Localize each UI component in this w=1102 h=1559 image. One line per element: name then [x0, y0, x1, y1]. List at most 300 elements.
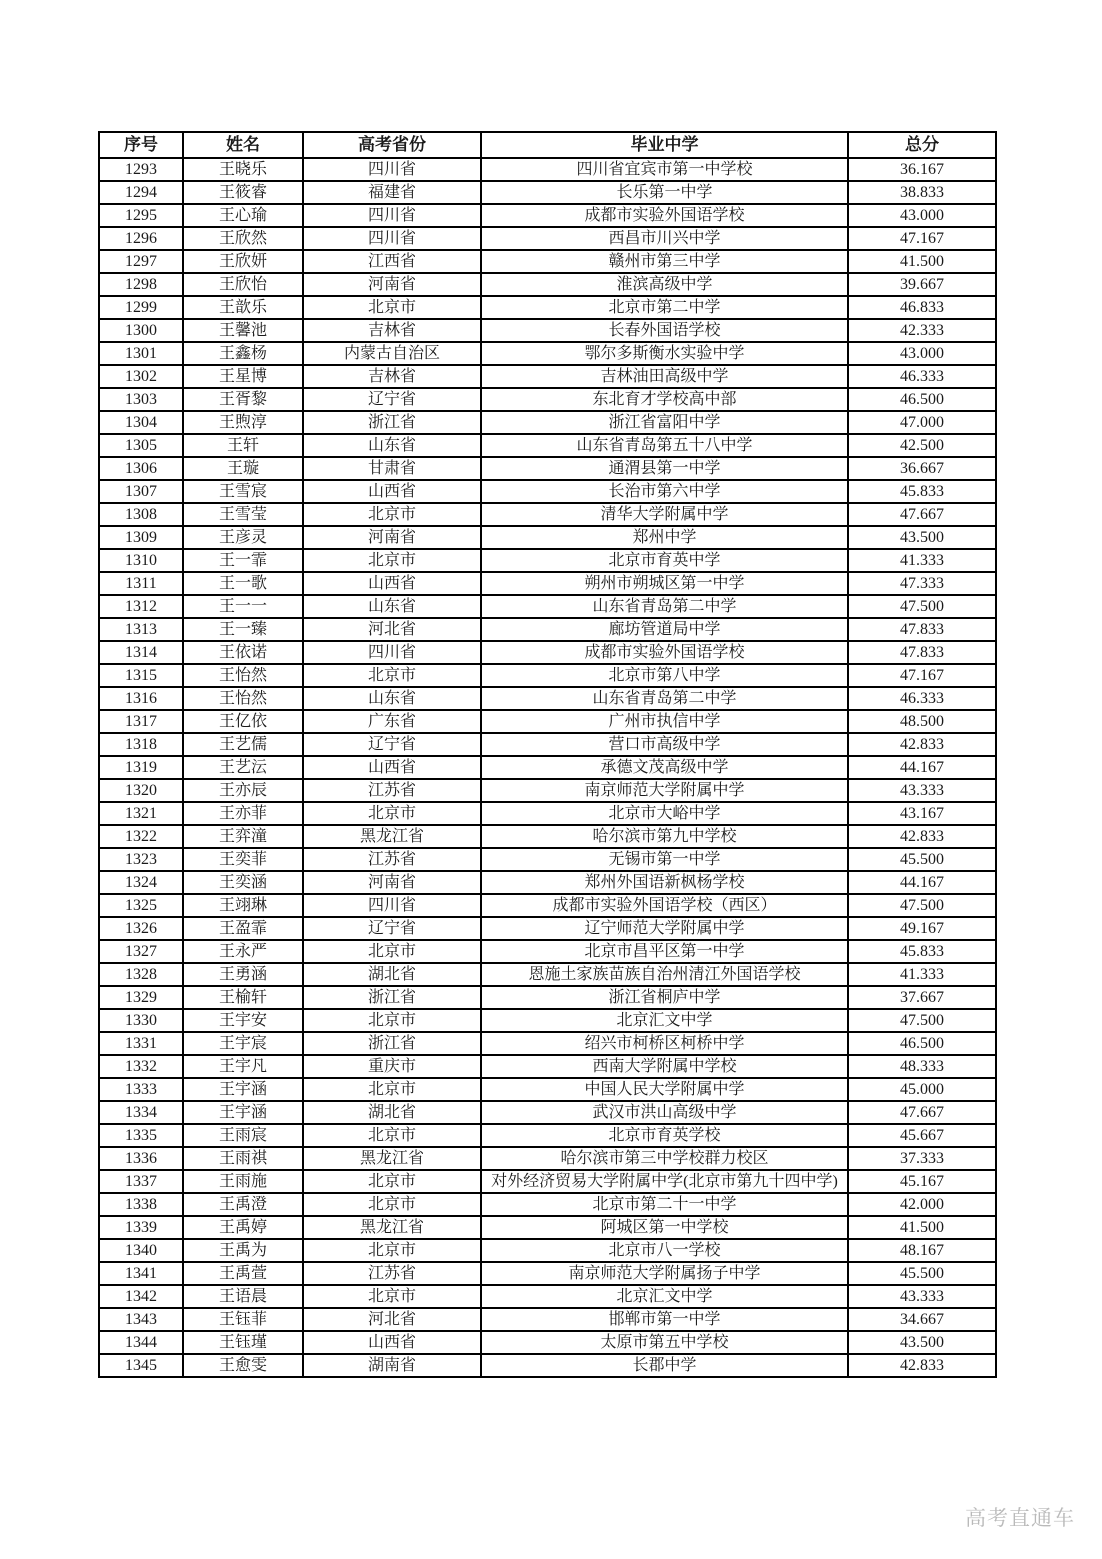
cell-province: 浙江省	[303, 986, 481, 1009]
cell-school: 淮滨高级中学	[481, 273, 848, 296]
cell-score: 43.333	[848, 779, 996, 802]
cell-school: 吉林油田高级中学	[481, 365, 848, 388]
cell-score: 47.667	[848, 503, 996, 526]
cell-name: 王璇	[183, 457, 303, 480]
cell-school: 哈尔滨市第九中学校	[481, 825, 848, 848]
cell-serial: 1311	[99, 572, 183, 595]
cell-score: 34.667	[848, 1308, 996, 1331]
table-row	[99, 595, 996, 618]
cell-school: 北京市第二十一中学	[481, 1193, 848, 1216]
cell-school: 山东省青岛第二中学	[481, 687, 848, 710]
cell-serial: 1298	[99, 273, 183, 296]
cell-province: 重庆市	[303, 1055, 481, 1078]
cell-school: 山东省青岛第五十八中学	[481, 434, 848, 457]
cell-school: 四川省宜宾市第一中学校	[481, 158, 848, 181]
cell-serial: 1322	[99, 825, 183, 848]
cell-school: 成都市实验外国语学校	[481, 641, 848, 664]
cell-province: 北京市	[303, 503, 481, 526]
cell-name: 王雨宸	[183, 1124, 303, 1147]
cell-province: 山东省	[303, 595, 481, 618]
cell-name: 王语晨	[183, 1285, 303, 1308]
cell-score: 46.500	[848, 388, 996, 411]
cell-score: 47.167	[848, 227, 996, 250]
cell-name: 王彦灵	[183, 526, 303, 549]
cell-school: 哈尔滨市第三中学校群力校区	[481, 1147, 848, 1170]
table-row	[99, 871, 996, 894]
cell-serial: 1297	[99, 250, 183, 273]
cell-score: 49.167	[848, 917, 996, 940]
cell-province: 广东省	[303, 710, 481, 733]
table-row	[99, 181, 996, 204]
cell-province: 山西省	[303, 480, 481, 503]
cell-province: 河南省	[303, 273, 481, 296]
cell-school: 浙江省富阳中学	[481, 411, 848, 434]
table-row	[99, 411, 996, 434]
cell-province: 黑龙江省	[303, 1216, 481, 1239]
table-row	[99, 963, 996, 986]
table-row	[99, 848, 996, 871]
cell-serial: 1314	[99, 641, 183, 664]
cell-name: 王雨施	[183, 1170, 303, 1193]
cell-province: 山西省	[303, 1331, 481, 1354]
table-row	[99, 825, 996, 848]
cell-serial: 1302	[99, 365, 183, 388]
cell-province: 黑龙江省	[303, 1147, 481, 1170]
header-row	[99, 132, 996, 158]
table-row	[99, 457, 996, 480]
cell-school: 西昌市川兴中学	[481, 227, 848, 250]
cell-province: 河南省	[303, 526, 481, 549]
cell-province: 四川省	[303, 641, 481, 664]
cell-name: 王欣然	[183, 227, 303, 250]
cell-serial: 1310	[99, 549, 183, 572]
cell-serial: 1308	[99, 503, 183, 526]
cell-score: 43.000	[848, 204, 996, 227]
cell-serial: 1336	[99, 1147, 183, 1170]
table-row	[99, 894, 996, 917]
cell-name: 王雨祺	[183, 1147, 303, 1170]
cell-score: 47.500	[848, 595, 996, 618]
cell-score: 39.667	[848, 273, 996, 296]
cell-school: 北京市育英学校	[481, 1124, 848, 1147]
cell-school: 对外经济贸易大学附属中学(北京市第九十四中学)	[481, 1170, 848, 1193]
cell-school: 南京师范大学附属扬子中学	[481, 1262, 848, 1285]
table-row	[99, 158, 996, 181]
cell-serial: 1318	[99, 733, 183, 756]
cell-score: 47.167	[848, 664, 996, 687]
cell-province: 湖北省	[303, 1101, 481, 1124]
cell-school: 朔州市朔城区第一中学	[481, 572, 848, 595]
table-row	[99, 986, 996, 1009]
cell-score: 48.167	[848, 1239, 996, 1262]
cell-school: 浙江省桐庐中学	[481, 986, 848, 1009]
header-serial: 序号	[99, 132, 183, 158]
cell-serial: 1335	[99, 1124, 183, 1147]
cell-name: 王鑫杨	[183, 342, 303, 365]
table-row	[99, 1193, 996, 1216]
table-row	[99, 940, 996, 963]
cell-serial: 1331	[99, 1032, 183, 1055]
cell-serial: 1328	[99, 963, 183, 986]
cell-school: 西南大学附属中学校	[481, 1055, 848, 1078]
cell-score: 47.000	[848, 411, 996, 434]
cell-serial: 1334	[99, 1101, 183, 1124]
cell-name: 王依诺	[183, 641, 303, 664]
cell-school: 廊坊管道局中学	[481, 618, 848, 641]
cell-school: 承德文茂高级中学	[481, 756, 848, 779]
cell-name: 王筱睿	[183, 181, 303, 204]
cell-name: 王亦辰	[183, 779, 303, 802]
table-row	[99, 756, 996, 779]
cell-serial: 1340	[99, 1239, 183, 1262]
cell-score: 45.500	[848, 848, 996, 871]
cell-score: 43.500	[848, 1331, 996, 1354]
cell-serial: 1329	[99, 986, 183, 1009]
cell-score: 47.500	[848, 894, 996, 917]
cell-serial: 1330	[99, 1009, 183, 1032]
table-row	[99, 526, 996, 549]
cell-serial: 1324	[99, 871, 183, 894]
cell-province: 四川省	[303, 204, 481, 227]
cell-province: 内蒙古自治区	[303, 342, 481, 365]
cell-serial: 1304	[99, 411, 183, 434]
cell-name: 王宇宸	[183, 1032, 303, 1055]
table-row	[99, 917, 996, 940]
cell-name: 王亿依	[183, 710, 303, 733]
cell-school: 北京市第八中学	[481, 664, 848, 687]
cell-score: 48.333	[848, 1055, 996, 1078]
cell-school: 恩施土家族苗族自治州清江外国语学校	[481, 963, 848, 986]
cell-name: 王一歌	[183, 572, 303, 595]
cell-serial: 1332	[99, 1055, 183, 1078]
cell-province: 湖北省	[303, 963, 481, 986]
cell-name: 王钰菲	[183, 1308, 303, 1331]
cell-name: 王禹萱	[183, 1262, 303, 1285]
cell-name: 王歆乐	[183, 296, 303, 319]
header-province: 高考省份	[303, 132, 481, 158]
cell-province: 北京市	[303, 1239, 481, 1262]
table-row	[99, 1331, 996, 1354]
cell-province: 北京市	[303, 296, 481, 319]
table-row	[99, 710, 996, 733]
cell-score: 46.500	[848, 1032, 996, 1055]
cell-school: 邯郸市第一中学	[481, 1308, 848, 1331]
cell-name: 王勇涵	[183, 963, 303, 986]
cell-name: 王亦菲	[183, 802, 303, 825]
cell-score: 47.667	[848, 1101, 996, 1124]
cell-name: 王怡然	[183, 664, 303, 687]
cell-name: 王雪宸	[183, 480, 303, 503]
cell-serial: 1333	[99, 1078, 183, 1101]
cell-score: 41.333	[848, 963, 996, 986]
cell-serial: 1301	[99, 342, 183, 365]
table-row	[99, 1354, 996, 1377]
cell-score: 41.500	[848, 250, 996, 273]
table-row	[99, 641, 996, 664]
cell-school: 北京市昌平区第一中学	[481, 940, 848, 963]
cell-name: 王煦淳	[183, 411, 303, 434]
cell-name: 王钰瑾	[183, 1331, 303, 1354]
cell-score: 36.167	[848, 158, 996, 181]
table-row	[99, 802, 996, 825]
cell-score: 43.500	[848, 526, 996, 549]
cell-name: 王奕涵	[183, 871, 303, 894]
cell-serial: 1316	[99, 687, 183, 710]
cell-name: 王宇涵	[183, 1101, 303, 1124]
cell-school: 北京市八一学校	[481, 1239, 848, 1262]
cell-province: 北京市	[303, 549, 481, 572]
cell-serial: 1320	[99, 779, 183, 802]
cell-score: 37.333	[848, 1147, 996, 1170]
cell-name: 王榆轩	[183, 986, 303, 1009]
cell-serial: 1339	[99, 1216, 183, 1239]
cell-score: 42.833	[848, 825, 996, 848]
cell-score: 45.000	[848, 1078, 996, 1101]
cell-province: 山西省	[303, 756, 481, 779]
cell-school: 中国人民大学附属中学	[481, 1078, 848, 1101]
table-row	[99, 250, 996, 273]
cell-score: 46.333	[848, 687, 996, 710]
cell-province: 辽宁省	[303, 388, 481, 411]
cell-province: 甘肃省	[303, 457, 481, 480]
table-row	[99, 664, 996, 687]
cell-province: 浙江省	[303, 1032, 481, 1055]
table-row	[99, 1285, 996, 1308]
table-row	[99, 319, 996, 342]
cell-province: 黑龙江省	[303, 825, 481, 848]
cell-score: 44.167	[848, 871, 996, 894]
cell-name: 王欣妍	[183, 250, 303, 273]
table-row	[99, 1147, 996, 1170]
table-body	[99, 158, 996, 1377]
cell-province: 辽宁省	[303, 917, 481, 940]
cell-province: 山东省	[303, 434, 481, 457]
cell-serial: 1307	[99, 480, 183, 503]
cell-school: 郑州中学	[481, 526, 848, 549]
table-row	[99, 1216, 996, 1239]
cell-name: 王禹澄	[183, 1193, 303, 1216]
cell-province: 辽宁省	[303, 733, 481, 756]
cell-name: 王心瑜	[183, 204, 303, 227]
cell-serial: 1341	[99, 1262, 183, 1285]
cell-province: 北京市	[303, 1124, 481, 1147]
cell-score: 42.500	[848, 434, 996, 457]
cell-name: 王禹婷	[183, 1216, 303, 1239]
cell-score: 42.000	[848, 1193, 996, 1216]
cell-score: 41.500	[848, 1216, 996, 1239]
table-row	[99, 549, 996, 572]
cell-province: 山西省	[303, 572, 481, 595]
cell-score: 47.333	[848, 572, 996, 595]
cell-score: 47.500	[848, 1009, 996, 1032]
cell-province: 江苏省	[303, 848, 481, 871]
table-row	[99, 342, 996, 365]
cell-score: 43.333	[848, 1285, 996, 1308]
cell-name: 王艺儒	[183, 733, 303, 756]
cell-province: 北京市	[303, 802, 481, 825]
header-name: 姓名	[183, 132, 303, 158]
cell-province: 江苏省	[303, 779, 481, 802]
cell-name: 王艺沄	[183, 756, 303, 779]
header-score: 总分	[848, 132, 996, 158]
table-row	[99, 1262, 996, 1285]
cell-school: 北京市育英中学	[481, 549, 848, 572]
cell-name: 王星博	[183, 365, 303, 388]
table-row	[99, 1308, 996, 1331]
table-row	[99, 273, 996, 296]
table-row	[99, 1124, 996, 1147]
cell-school: 绍兴市柯桥区柯桥中学	[481, 1032, 848, 1055]
cell-score: 38.833	[848, 181, 996, 204]
cell-school: 南京师范大学附属中学	[481, 779, 848, 802]
cell-province: 河南省	[303, 871, 481, 894]
cell-serial: 1345	[99, 1354, 183, 1377]
cell-province: 河北省	[303, 618, 481, 641]
cell-school: 北京市第二中学	[481, 296, 848, 319]
cell-serial: 1294	[99, 181, 183, 204]
cell-name: 王雪莹	[183, 503, 303, 526]
cell-score: 46.333	[848, 365, 996, 388]
table-row	[99, 1101, 996, 1124]
cell-name: 王弈潼	[183, 825, 303, 848]
table-row	[99, 365, 996, 388]
cell-province: 福建省	[303, 181, 481, 204]
cell-province: 浙江省	[303, 411, 481, 434]
table-row	[99, 687, 996, 710]
cell-school: 北京市大峪中学	[481, 802, 848, 825]
cell-serial: 1309	[99, 526, 183, 549]
table-row	[99, 434, 996, 457]
cell-score: 47.833	[848, 641, 996, 664]
cell-school: 山东省青岛第二中学	[481, 595, 848, 618]
cell-name: 王宇安	[183, 1009, 303, 1032]
cell-name: 王轩	[183, 434, 303, 457]
table-row	[99, 1055, 996, 1078]
cell-score: 44.167	[848, 756, 996, 779]
cell-serial: 1299	[99, 296, 183, 319]
table-row	[99, 296, 996, 319]
cell-name: 王欣怡	[183, 273, 303, 296]
table-row	[99, 1078, 996, 1101]
cell-school: 清华大学附属中学	[481, 503, 848, 526]
cell-serial: 1344	[99, 1331, 183, 1354]
cell-province: 江苏省	[303, 1262, 481, 1285]
table-row	[99, 480, 996, 503]
cell-province: 四川省	[303, 158, 481, 181]
header-school: 毕业中学	[481, 132, 848, 158]
cell-score: 45.667	[848, 1124, 996, 1147]
cell-name: 王禹为	[183, 1239, 303, 1262]
cell-score: 46.833	[848, 296, 996, 319]
cell-score: 45.833	[848, 480, 996, 503]
cell-province: 北京市	[303, 1193, 481, 1216]
cell-province: 四川省	[303, 227, 481, 250]
cell-score: 45.500	[848, 1262, 996, 1285]
cell-school: 赣州市第三中学	[481, 250, 848, 273]
table-row	[99, 227, 996, 250]
cell-serial: 1323	[99, 848, 183, 871]
table-row	[99, 503, 996, 526]
cell-serial: 1300	[99, 319, 183, 342]
cell-school: 武汉市洪山高级中学	[481, 1101, 848, 1124]
cell-score: 42.833	[848, 733, 996, 756]
cell-school: 长治市第六中学	[481, 480, 848, 503]
cell-province: 北京市	[303, 1009, 481, 1032]
cell-serial: 1342	[99, 1285, 183, 1308]
watermark: 高考直通车	[965, 1506, 1075, 1530]
cell-school: 成都市实验外国语学校（西区）	[481, 894, 848, 917]
cell-name: 王一一	[183, 595, 303, 618]
cell-name: 王盈霏	[183, 917, 303, 940]
cell-serial: 1338	[99, 1193, 183, 1216]
cell-score: 42.333	[848, 319, 996, 342]
cell-province: 河北省	[303, 1308, 481, 1331]
cell-name: 王晓乐	[183, 158, 303, 181]
cell-serial: 1343	[99, 1308, 183, 1331]
cell-score: 43.167	[848, 802, 996, 825]
cell-serial: 1326	[99, 917, 183, 940]
cell-score: 48.500	[848, 710, 996, 733]
cell-school: 北京汇文中学	[481, 1009, 848, 1032]
cell-name: 王一臻	[183, 618, 303, 641]
cell-name: 王翊琳	[183, 894, 303, 917]
table-row	[99, 1009, 996, 1032]
cell-school: 郑州外国语新枫杨学校	[481, 871, 848, 894]
cell-province: 北京市	[303, 1285, 481, 1308]
cell-province: 北京市	[303, 664, 481, 687]
cell-province: 江西省	[303, 250, 481, 273]
cell-score: 47.833	[848, 618, 996, 641]
cell-school: 北京汇文中学	[481, 1285, 848, 1308]
table-row	[99, 388, 996, 411]
cell-serial: 1303	[99, 388, 183, 411]
cell-serial: 1325	[99, 894, 183, 917]
cell-score: 45.167	[848, 1170, 996, 1193]
cell-serial: 1317	[99, 710, 183, 733]
cell-name: 王胥黎	[183, 388, 303, 411]
cell-province: 北京市	[303, 1170, 481, 1193]
cell-province: 吉林省	[303, 365, 481, 388]
table-row	[99, 572, 996, 595]
cell-school: 长乐第一中学	[481, 181, 848, 204]
cell-serial: 1315	[99, 664, 183, 687]
cell-name: 王宇凡	[183, 1055, 303, 1078]
table-row	[99, 618, 996, 641]
table-row	[99, 1170, 996, 1193]
cell-serial: 1313	[99, 618, 183, 641]
cell-serial: 1327	[99, 940, 183, 963]
cell-school: 广州市执信中学	[481, 710, 848, 733]
cell-name: 王怡然	[183, 687, 303, 710]
cell-school: 长郡中学	[481, 1354, 848, 1377]
cell-province: 四川省	[303, 894, 481, 917]
cell-province: 北京市	[303, 940, 481, 963]
cell-school: 太原市第五中学校	[481, 1331, 848, 1354]
cell-serial: 1305	[99, 434, 183, 457]
cell-serial: 1306	[99, 457, 183, 480]
cell-school: 营口市高级中学	[481, 733, 848, 756]
cell-school: 阿城区第一中学校	[481, 1216, 848, 1239]
cell-name: 王馨池	[183, 319, 303, 342]
table-row	[99, 204, 996, 227]
cell-serial: 1296	[99, 227, 183, 250]
cell-score: 37.667	[848, 986, 996, 1009]
cell-score: 36.667	[848, 457, 996, 480]
cell-score: 45.833	[848, 940, 996, 963]
cell-province: 山东省	[303, 687, 481, 710]
cell-school: 鄂尔多斯衡水实验中学	[481, 342, 848, 365]
cell-name: 王奕菲	[183, 848, 303, 871]
